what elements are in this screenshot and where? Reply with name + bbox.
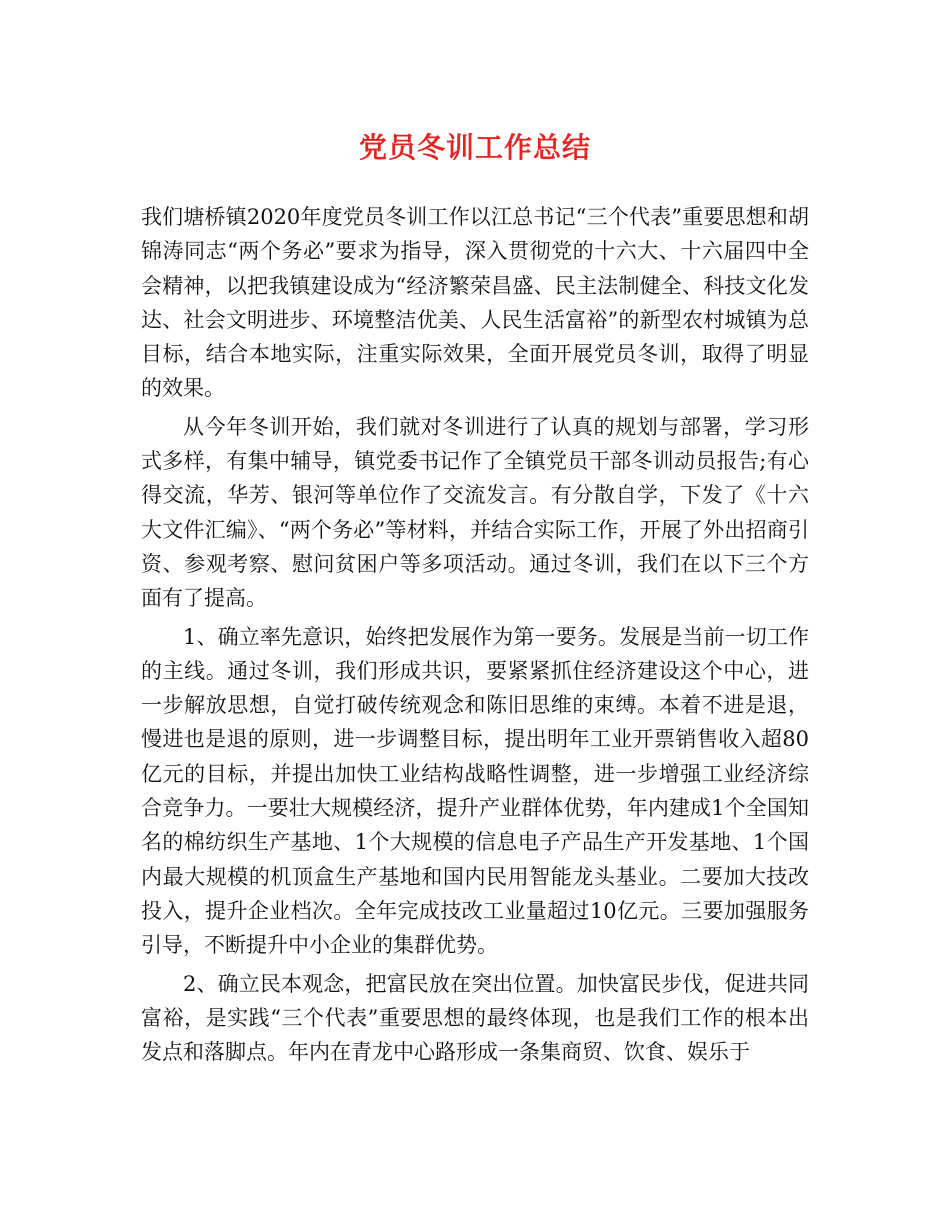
paragraph-point-2: 2、确立民本观念，把富民放在突出位置。加快富民步伐，促进共同富裕，是实践“三个代表”重要思想的最终体现，也是我们工作的根本出发点和落脚点。年内在青龙中心路形成一条集商贸、饮食、娱乐于: [141, 971, 809, 1065]
paragraph-planning: 从今年冬训开始，我们就对冬训进行了认真的规划与部署，学习形式多样，有集中辅导，镇党委书记作了全镇党员干部冬训动员报告;有心得交流，华芳、银河等单位作了交流发言。有分散自学，下发了《十六大文件汇编》、“两个务必”等材料，并结合实际工作，开展了外出招商引资、参观考察、慰问贫困户等多项活动。通过冬训，我们在以下三个方面有了提高。: [141, 414, 809, 611]
document-body: [141, 200, 809, 1073]
paragraph-intro: 我们塘桥镇2020年度党员冬训工作以江总书记“三个代表”重要思想和胡锦涛同志“两个务必”要求为指导，深入贯彻党的十六大、十六届四中全会精神，以把我镇建设成为“经济繁荣昌盛、民主法制健全、科技文化发达、社会文明进步、环境整洁优美、人民生活富裕”的新型农村城镇为总目标，结合本地实际，注重实际效果，全面开展党员冬训，取得了明显的效果。: [141, 205, 809, 401]
paragraph-point-1: 1、确立率先意识，始终把发展作为第一要务。发展是当前一切工作的主线。通过冬训，我们形成共识，要紧紧抓住经济建设这个中心，进一步解放思想，自觉打破传统观念和陈旧思维的束缚。本着不进是退，慢进也是退的原则，进一步调整目标，提出明年工业开票销售收入超80亿元的目标，并提出加快工业结构战略性调整，进一步增强工业经济综合竞争力。一要壮大规模经济，提升产业群体优势，年内建成1个全国知名的棉纺织生产基地、1个大规模的信息电子产品生产开发基地、1个国内最大规模的机顶盒生产基地和国内民用智能龙头基业。二要加大技改投入，提升企业档次。全年完成技改工业量超过10亿元。三要加强服务引导，不断提升中小企业的集群优势。: [141, 624, 809, 958]
document-title: 党员冬训工作总结: [358, 131, 591, 164]
